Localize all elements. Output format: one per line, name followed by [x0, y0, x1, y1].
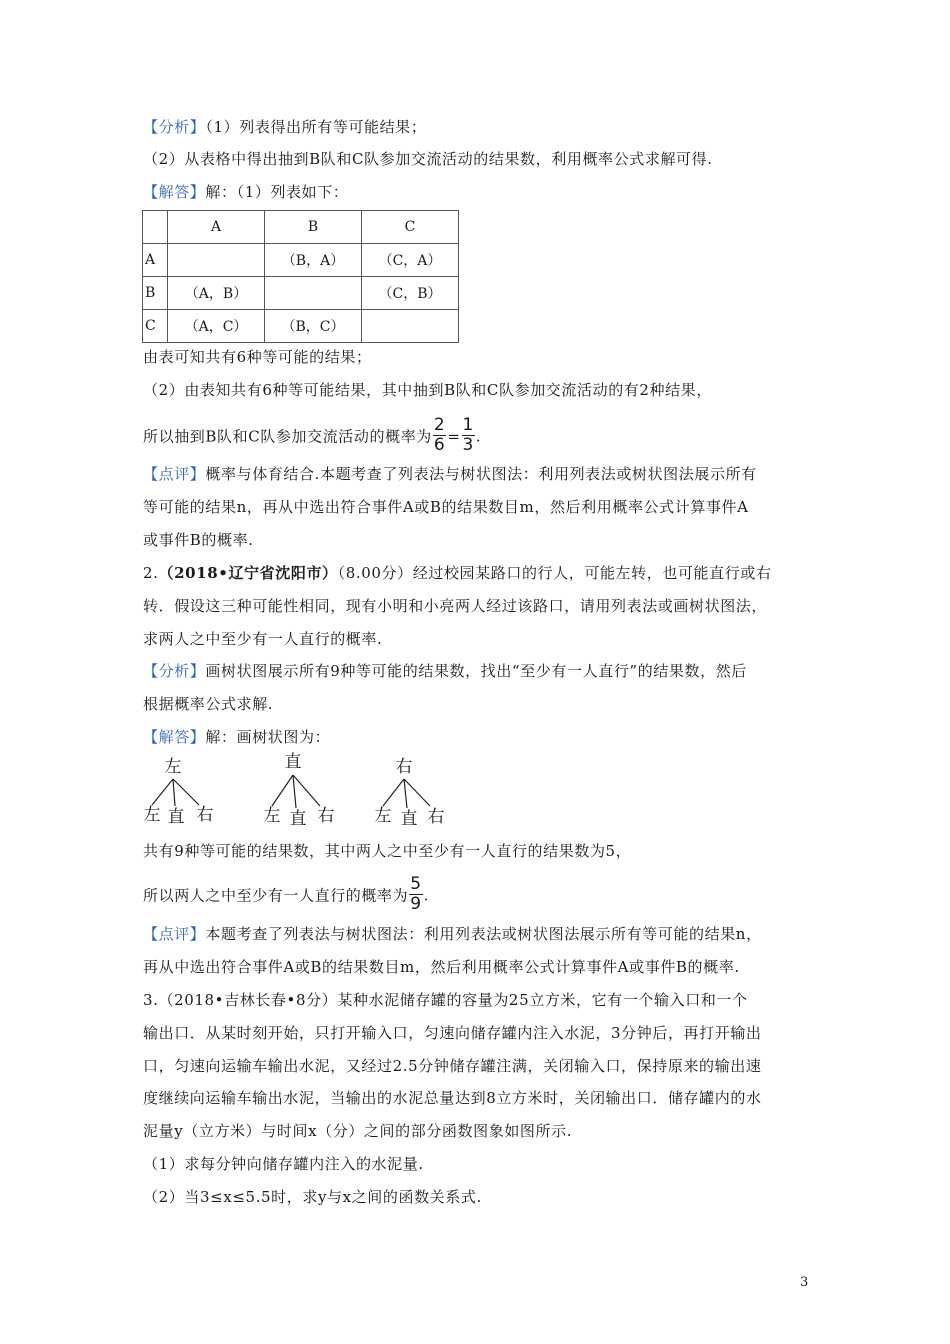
tree-root-left: 左: [164, 757, 182, 777]
problem-3-question-1: （1）求每分钟向储存罐内注入的水泥量.: [143, 1155, 424, 1173]
problem-2-line-3: 求两人之中至少有一人直行的概率.: [143, 630, 383, 648]
tree-leaf: 直: [400, 809, 418, 828]
table-row: [143, 277, 459, 310]
period: .: [423, 886, 429, 905]
comment-2-line-1: 本题考查了列表法与树状图法：利用列表法或树状图法展示所有等可能的结果n，: [205, 925, 762, 943]
tree-branch-middle: [264, 752, 335, 828]
analysis-1-line-2: （2）从表格中得出抽到B队和C队参加交流活动的结果数，利用概率公式求解可得.: [143, 150, 713, 168]
comment-1-line-1: 概率与体育结合.本题考查了列表法与树状图法：利用列表法或树状图法展示所有: [205, 465, 757, 483]
comment-2: [143, 924, 762, 944]
tree-leaf: 左: [263, 806, 281, 826]
tree-edge: [293, 775, 320, 806]
table-header-cell: B: [265, 211, 362, 244]
tree-leaf: 右: [317, 806, 335, 826]
problem-3-line-1: 3.（2018•吉林长春•8分）某种水泥储存罐的容量为25立方米，它有一个输入口和一个: [143, 991, 748, 1009]
fraction-5-9: [409, 875, 422, 914]
table-cell: （C，A）: [362, 244, 459, 277]
tree-leaf: 右: [427, 807, 445, 827]
table-row-header: A: [143, 244, 168, 277]
period: .: [475, 427, 482, 446]
table-row: [143, 244, 459, 277]
tree-edge: [173, 779, 175, 806]
fraction-2-6: [433, 416, 446, 455]
answer-1-line-2: （2）由表知共有6种等可能结果，其中抽到B队和C队参加交流活动的有2种结果，: [143, 381, 712, 399]
analysis-2-line-2: 根据概率公式求解.: [143, 695, 274, 713]
table-cell: （A，C）: [168, 310, 265, 343]
table-cell: （B，C）: [265, 310, 362, 343]
tree-edge: [293, 775, 296, 808]
comment-tag: 【点评】: [143, 465, 206, 483]
table-row-header: C: [143, 310, 168, 343]
tree-leaf: 直: [289, 809, 307, 828]
table-header-cell: A: [168, 211, 265, 244]
tree-leaf: 左: [143, 805, 161, 825]
fraction-numerator: 1: [462, 415, 474, 435]
answer-1: [143, 182, 348, 202]
problem-3-line-3: 口，匀速向运输车输出水泥，又经过2.5分钟储存罐注满，关闭输入口，保持原来的输出速: [143, 1057, 762, 1075]
tree-edge: [383, 779, 404, 806]
answer-1-intro: 解：（1）列表如下：: [205, 183, 349, 201]
tree-root-right: 右: [395, 757, 413, 777]
analysis-1-line-1: （1）列表得出所有等可能结果；: [205, 118, 427, 136]
comment-tag: 【点评】: [143, 925, 206, 943]
fraction-denominator: 6: [433, 435, 446, 455]
tree-leaf: 直: [167, 807, 185, 827]
comment-1-line-3: 或事件B的概率.: [143, 531, 254, 549]
answer-tag: 【解答】: [143, 183, 206, 201]
answer-2-probability: [143, 874, 429, 916]
comment-1: [143, 464, 757, 484]
table-cell: （A，B）: [168, 277, 265, 310]
table-cell: [362, 310, 459, 343]
fraction-denominator: 9: [410, 894, 422, 914]
analysis-2: [143, 661, 747, 681]
table-header-row: [143, 211, 459, 244]
table-header-cell: C: [362, 211, 459, 244]
outcome-table: [142, 210, 459, 343]
problem-2-source: （2018•辽宁省沈阳市）: [158, 564, 338, 582]
analysis-tag: 【分析】: [143, 662, 206, 680]
problem-2: [143, 563, 772, 583]
table-row-header: B: [143, 277, 168, 310]
answer-1-line-1: 由表可知共有6种等可能的结果；: [143, 348, 372, 366]
analysis-2-line-1: 画树状图展示所有9种等可能的结果数，找出“至少有一人直行”的结果数，然后: [205, 662, 747, 680]
answer-2-line-2: 所以两人之中至少有一人直行的概率为: [143, 886, 409, 905]
problem-2-line-1: （8.00分）经过校园某路口的行人，可能左转，也可能直行或右: [337, 564, 772, 582]
analysis-1: [143, 117, 426, 137]
tree-leaf: 右: [196, 805, 214, 825]
tree-edge: [152, 779, 173, 805]
tree-edge: [173, 779, 199, 805]
comment-2-line-2: 再从中选出符合事件A或B的结果数目m，然后利用概率公式计算事件A或事件B的概率.: [143, 958, 740, 976]
problem-2-number: 2.: [143, 564, 159, 582]
table-cell: （C，B）: [362, 277, 459, 310]
problem-3-line-5: 泥量y（立方米）与时间x（分）之间的部分函数图象如图所示.: [143, 1122, 573, 1140]
tree-root-straight: 直: [284, 752, 302, 772]
problem-3-line-2: 输出口．从某时刻开始，只打开输入口，匀速向储存罐内注入水泥，3分钟后，再打开输出: [143, 1024, 762, 1042]
fraction-numerator: 2: [433, 415, 446, 435]
table-corner-cell: [143, 211, 168, 244]
tree-edge: [404, 779, 430, 806]
problem-3-line-4: 度继续向运输车输出水泥，当输出的水泥总量达到8立方米时，关闭输出口．储存罐内的水: [143, 1089, 762, 1107]
tree-diagram: [143, 752, 463, 828]
answer-tag: 【解答】: [143, 728, 206, 746]
tree-leaf: 左: [374, 806, 392, 826]
problem-3-question-2: （2）当3≤x≤5.5时，求y与x之间的函数关系式.: [143, 1188, 482, 1206]
fraction-numerator: 5: [410, 874, 422, 894]
analysis-tag: 【分析】: [143, 118, 206, 136]
tree-edge: [404, 779, 407, 808]
comment-1-line-2: 等可能的结果n，再从中选出符合事件A或B的结果数目m，然后利用概率公式计算事件A: [143, 498, 749, 516]
tree-branch-right: [375, 757, 445, 828]
answer-1-probability: [143, 415, 482, 457]
answer-1-line-3: 所以抽到B队和C队参加交流活动的概率为: [143, 427, 432, 446]
table-cell: [168, 244, 265, 277]
fraction-1-3: [462, 416, 475, 455]
answer-2: [143, 727, 330, 747]
table-cell: [265, 277, 362, 310]
fraction-denominator: 3: [462, 435, 474, 455]
page-number: 3: [800, 1275, 809, 1290]
answer-2-line-1: 共有9种等可能的结果数，其中两人之中至少有一人直行的结果数为5，: [143, 842, 632, 860]
tree-edge: [272, 775, 293, 806]
problem-2-line-2: 转．假设这三种可能性相同，现有小明和小亮两人经过该路口，请用列表法或画树状图法，: [143, 597, 768, 615]
answer-2-intro: 解：画树状图为：: [205, 728, 331, 746]
tree-branch-left: [144, 757, 214, 827]
equals-sign: =: [447, 427, 461, 446]
table-row: [143, 310, 459, 343]
table-cell: （B，A）: [265, 244, 362, 277]
